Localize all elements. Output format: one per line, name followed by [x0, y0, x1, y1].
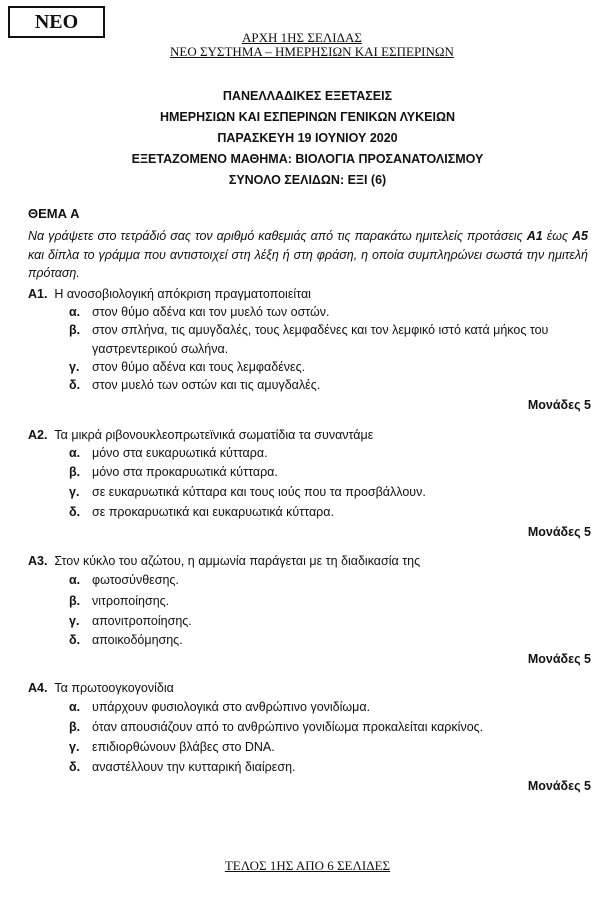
instructions	[28, 227, 588, 283]
points-a1: Μονάδες 5	[527, 398, 591, 412]
option-text: αποικοδόμησης.	[92, 633, 183, 647]
title-line-5: ΣΥΝΟΛΟ ΣΕΛΙΔΩΝ: ΕΞΙ (6)	[228, 173, 387, 187]
question-text: Η ανοσοβιολογική απόκριση πραγματοποιείται	[54, 287, 311, 301]
question-text: Τα πρωτοογκογονίδια	[54, 681, 174, 695]
option-label: α.	[69, 305, 81, 319]
option-text: φωτοσύνθεσης.	[92, 573, 179, 587]
points-a3: Μονάδες 5	[527, 652, 591, 666]
option-label: β.	[69, 720, 81, 734]
section-heading: ΘΕΜΑ Α	[28, 206, 80, 221]
option-text: στον σπλήνα, τις αμυγδαλές, τους λεμφαδένες και τον λεμφικό ιστό κατά μήκος του γαστρεντερικού σωλήνα.	[92, 323, 549, 356]
title-line-4: ΕΞΕΤΑΖΟΜΕΝΟ ΜΑΘΗΜΑ: ΒΙΟΛΟΓΙΑ ΠΡΟΣΑΝΑΤΟΛΙΣΜΟΥ	[131, 152, 484, 166]
option-text: νιτροποίησης.	[92, 594, 170, 608]
question-number: Α2.	[28, 428, 48, 442]
neo-badge: ΝΕΟ	[8, 6, 105, 38]
option-label: γ.	[69, 614, 80, 628]
option-label: δ.	[69, 760, 81, 774]
option-text: μόνο στα ευκαρυωτικά κύτταρα.	[92, 446, 268, 460]
points-a2: Μονάδες 5	[527, 525, 591, 539]
option-label: δ.	[69, 505, 81, 519]
instructions-a1: Α1	[526, 229, 543, 243]
question-a1	[28, 287, 311, 301]
option-text: μόνο στα προκαρυωτικά κύτταρα.	[92, 465, 278, 479]
instructions-text-3: και δίπλα το γράμμα που αντιστοιχεί στη λέξη ή στη φράση, η οποία συμπληρώνει σωστά την ημιτελή πρόταση.	[28, 247, 588, 281]
instructions-text-2: έως	[542, 229, 573, 243]
header-page-start: ΑΡΧΗ 1ΗΣ ΣΕΛΙΔΑΣ	[242, 30, 362, 45]
question-number: Α4.	[28, 681, 48, 695]
question-a2	[28, 428, 373, 442]
question-text: Στον κύκλο του αζώτου, η αμμωνία παράγεται με τη διαδικασία της	[54, 554, 421, 568]
title-line-2: ΗΜΕΡΗΣΙΩΝ ΚΑΙ ΕΣΠΕΡΙΝΩΝ ΓΕΝΙΚΩΝ ΛΥΚΕΙΩΝ	[159, 110, 456, 124]
option-text: στον θύμο αδένα και τους λεμφαδένες.	[92, 360, 306, 374]
option-label: α.	[69, 446, 81, 460]
option-label: γ.	[69, 485, 80, 499]
option-text: όταν απουσιάζουν από το ανθρώπινο γονιδίωμα προκαλείται καρκίνος.	[92, 720, 484, 734]
question-a4	[28, 681, 174, 695]
option-text: αναστέλλουν την κυτταρική διαίρεση.	[92, 760, 296, 774]
title-line-1: ΠΑΝΕΛΛΑΔΙΚΕΣ ΕΞΕΤΑΣΕΙΣ	[222, 89, 393, 103]
points-a4: Μονάδες 5	[527, 779, 591, 793]
option-text: στον μυελό των οστών και τις αμυγδαλές.	[92, 378, 321, 392]
option-label: γ.	[69, 740, 80, 754]
option-text: στον θύμο αδένα και τον μυελό των οστών.	[92, 305, 330, 319]
question-number: Α1.	[28, 287, 48, 301]
option-text: επιδιορθώνουν βλάβες στο DNA.	[92, 740, 275, 754]
option-label: α.	[69, 700, 81, 714]
option-label: β.	[69, 594, 81, 608]
instructions-text-1: Να γράψετε στο τετράδιό σας τον αριθμό καθεμιάς από τις παρακάτω ημιτελείς προτάσεις	[28, 229, 527, 243]
exam-title-block	[0, 86, 615, 191]
instructions-a5: Α5	[572, 229, 589, 243]
footer-page-end: ΤΕΛΟΣ 1ΗΣ ΑΠΟ 6 ΣΕΛΙΔΕΣ	[224, 858, 391, 873]
option-label: β.	[69, 323, 81, 337]
header-system: ΝΕΟ ΣΥΣΤΗΜΑ – ΗΜΕΡΗΣΙΩΝ ΚΑΙ ΕΣΠΕΡΙΝΩΝ	[170, 44, 454, 59]
question-text: Τα μικρά ριβονουκλεοπρωτεϊνικά σωματίδια τα συναντάμε	[54, 428, 374, 442]
option-label: γ.	[69, 360, 80, 374]
question-a3	[28, 554, 420, 568]
option-label: δ.	[69, 633, 81, 647]
option-text: σε ευκαρυωτικά κύτταρα και τους ιούς που τα προσβάλλουν.	[92, 485, 426, 499]
option-text: απονιτροποίησης.	[92, 614, 192, 628]
title-line-3: ΠΑΡΑΣΚΕΥΗ 19 ΙΟΥΝΙΟΥ 2020	[217, 131, 398, 145]
question-number: Α3.	[28, 554, 48, 568]
option-text: σε προκαρυωτικά και ευκαρυωτικά κύτταρα.	[92, 505, 334, 519]
option-label: α.	[69, 573, 81, 587]
option-text: υπάρχουν φυσιολογικά στο ανθρώπινο γονιδίωμα.	[92, 700, 371, 714]
option-label: β.	[69, 465, 81, 479]
option-label: δ.	[69, 378, 81, 392]
